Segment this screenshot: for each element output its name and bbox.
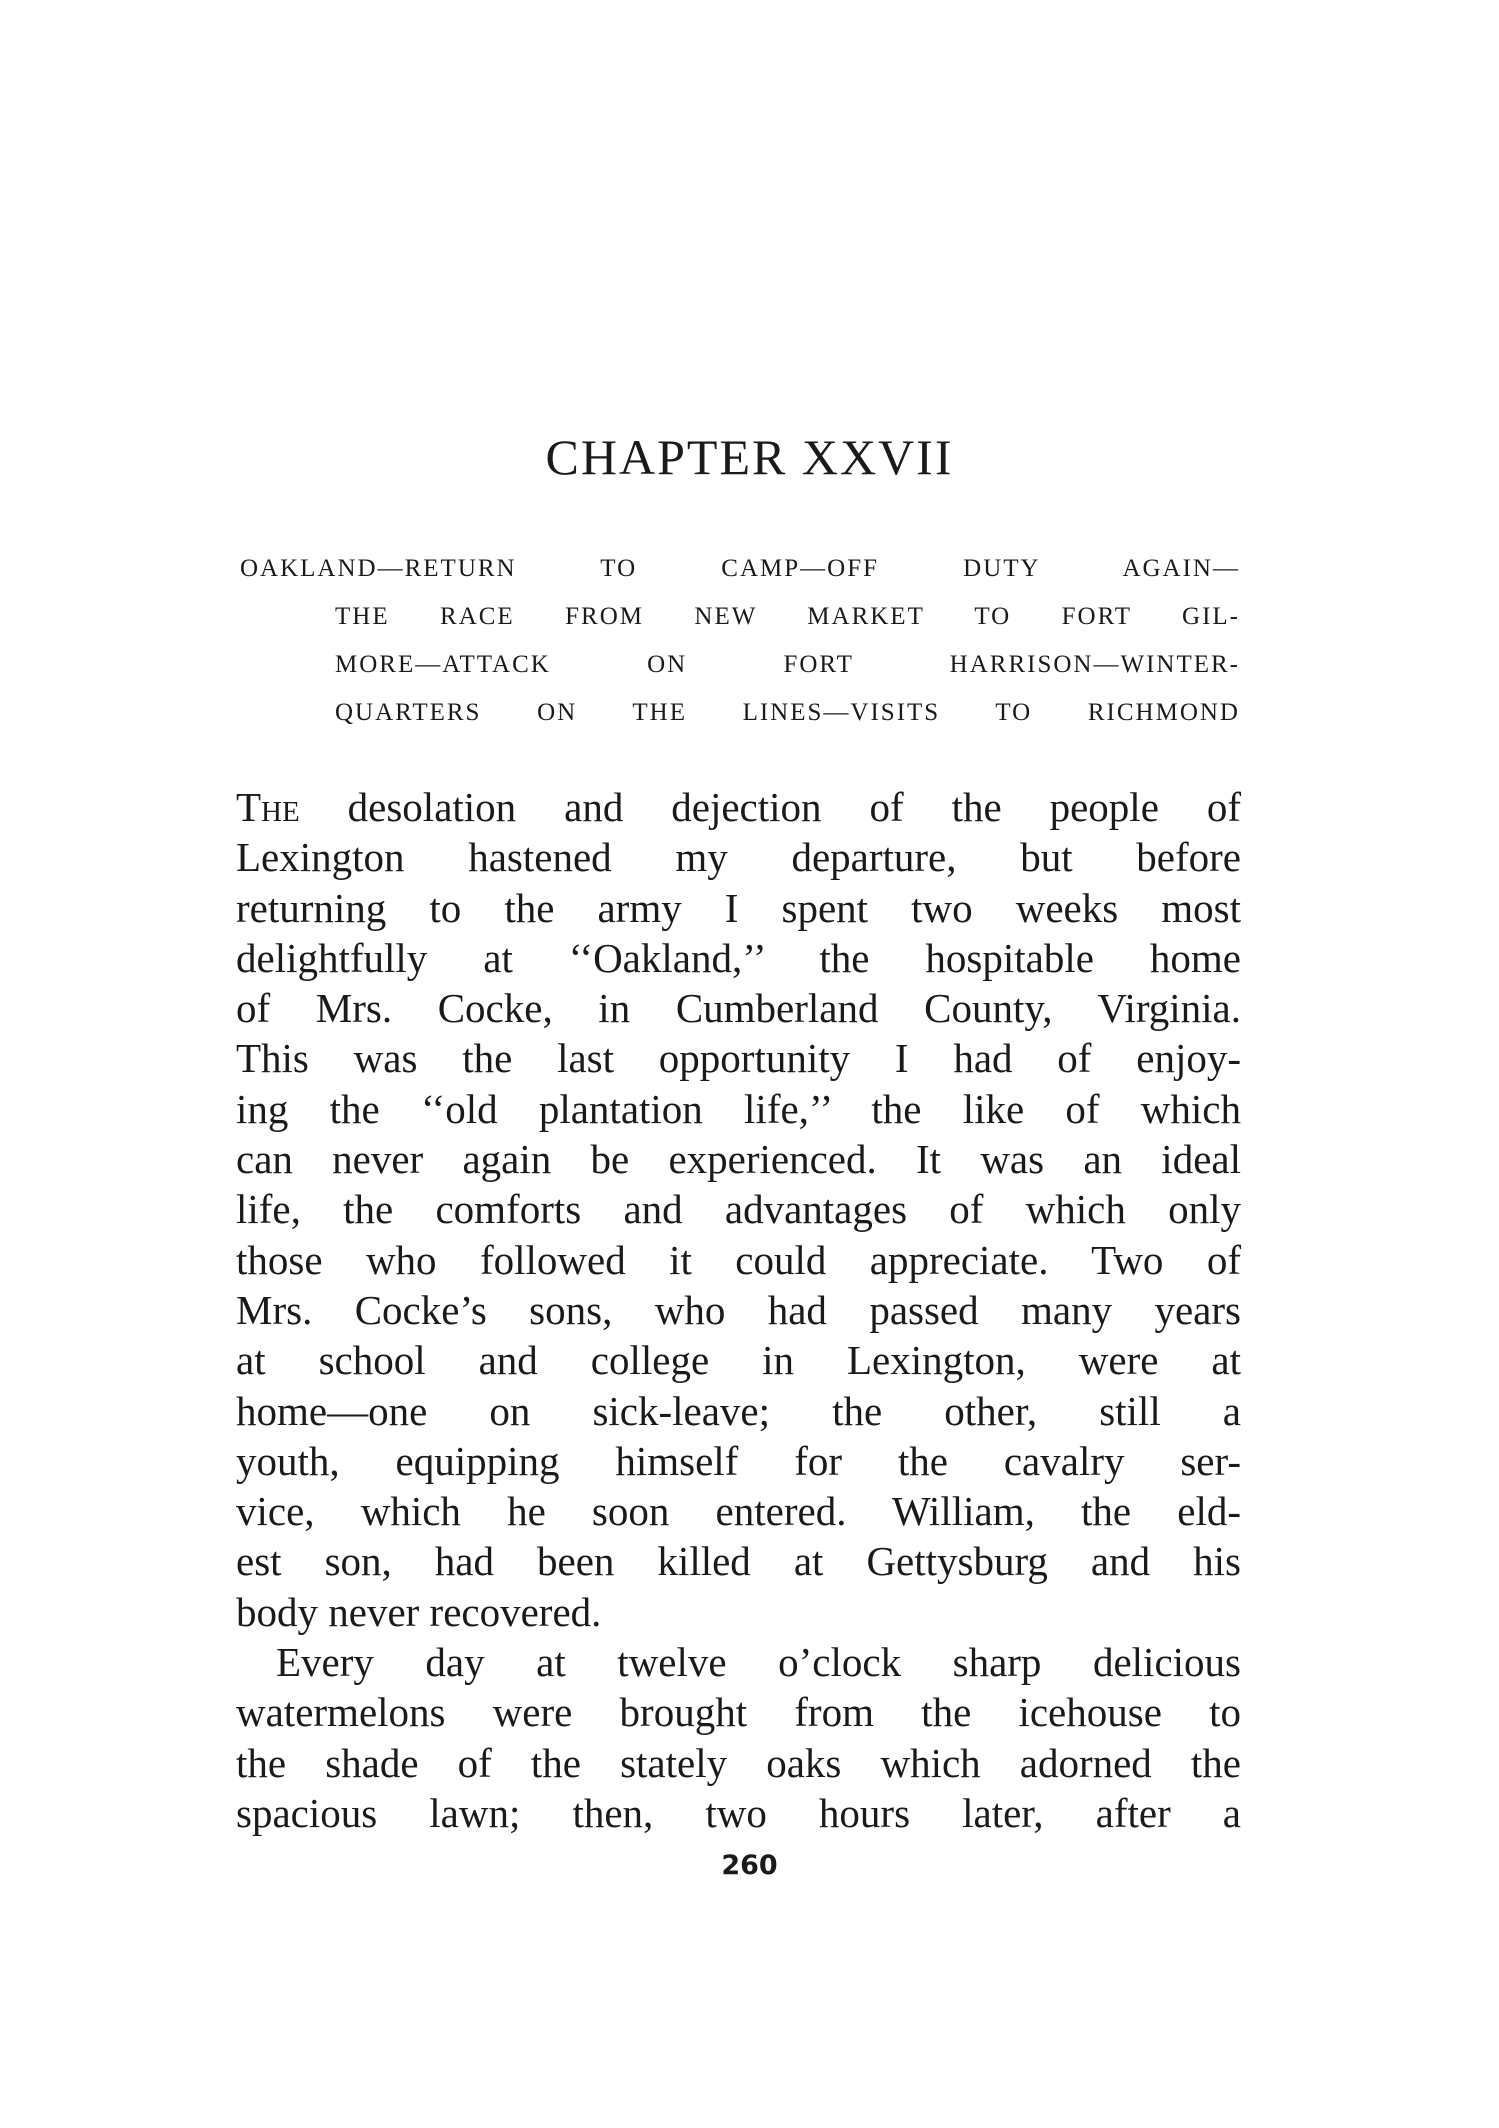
text-line: those who followed it could appreciate. Two of <box>236 1236 1241 1283</box>
page-number: 260 <box>721 1850 778 1881</box>
opening-word: The <box>236 784 300 830</box>
text-line: of Mrs. Cocke, in Cumberland County, Virginia. <box>236 985 1241 1032</box>
text-line: youth, equipping himself for the cavalry ser- <box>236 1437 1241 1484</box>
text-line: returning to the army I spent two weeks most <box>236 884 1241 931</box>
text-line-rest: desolation and dejection of the people of <box>299 784 1241 830</box>
text-line: ing the ‘‘old plantation life,’’ the like of which <box>236 1085 1241 1132</box>
text-line: spacious lawn; then, two hours later, after a <box>236 1789 1241 1836</box>
text-line: est son, had been killed at Gettysburg and his <box>236 1538 1241 1585</box>
text-line: vice, which he soon entered. William, the eld- <box>236 1488 1241 1535</box>
text-line: home—one on sick-leave; the other, still a <box>236 1387 1241 1434</box>
summary-line: QUARTERS ON THE LINES—VISITS TO RICHMOND <box>335 699 1240 726</box>
text-line: life, the comforts and advantages of which only <box>236 1186 1241 1233</box>
chapter-summary <box>240 545 1240 737</box>
body-text <box>236 782 1241 1838</box>
summary-line: OAKLAND—RETURN TO CAMP—OFF DUTY AGAIN— <box>240 555 1240 582</box>
text-line: delightfully at ‘‘Oakland,’’ the hospitable home <box>236 934 1241 981</box>
text-line <box>236 782 1241 832</box>
summary-line: THE RACE FROM NEW MARKET TO FORT GIL- <box>335 603 1240 630</box>
chapter-title: CHAPTER XXVII <box>545 429 954 485</box>
text-line: Every day at twelve o’clock sharp delicious <box>276 1639 1241 1686</box>
text-line: This was the last opportunity I had of enjoy- <box>236 1035 1241 1082</box>
text-line: Mrs. Cocke’s sons, who had passed many years <box>236 1286 1241 1333</box>
text-line: can never again be experienced. It was an ideal <box>236 1136 1241 1183</box>
text-line: the shade of the stately oaks which adorned the <box>236 1739 1241 1786</box>
text-line: watermelons were brought from the icehouse to <box>236 1689 1241 1736</box>
text-line: Lexington hastened my departure, but before <box>236 834 1241 881</box>
text-line: at school and college in Lexington, were at <box>236 1337 1241 1384</box>
summary-line: MORE—ATTACK ON FORT HARRISON—WINTER- <box>335 651 1240 678</box>
text-line: body never recovered. <box>236 1588 602 1635</box>
